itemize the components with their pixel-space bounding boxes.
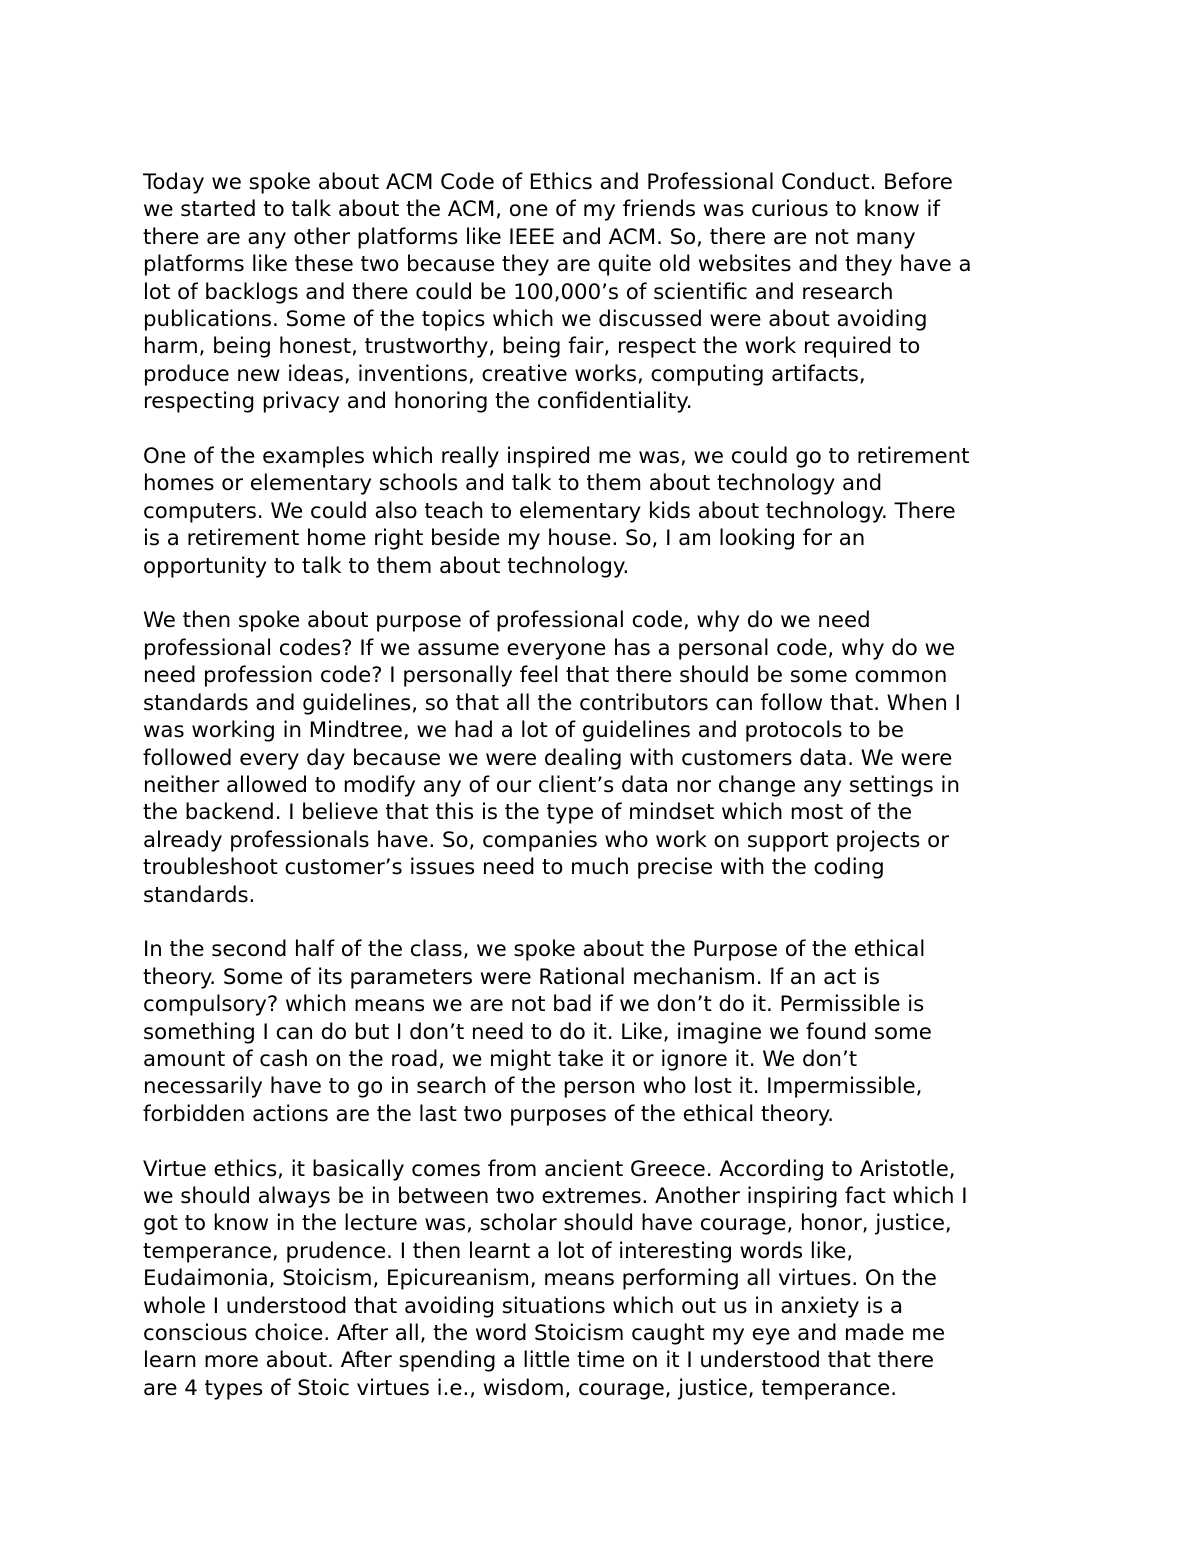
text-line: professional codes? If we assume everyone has a personal code, why do we: [143, 635, 956, 661]
text-line: whole I understood that avoiding situations which out us in anxiety is a: [143, 1293, 904, 1319]
text-line: theory. Some of its parameters were Rational mechanism. If an act is: [143, 964, 880, 990]
paragraph-retirement-homes: [143, 443, 1083, 580]
text-line: harm, being honest, trustworthy, being fair, respect the work required to: [143, 334, 921, 360]
text-line: standards.: [143, 882, 256, 908]
text-line: something I can do but I don’t need to do it. Like, imagine we found some: [143, 1019, 932, 1045]
text-line: One of the examples which really inspired me was, we could go to retirement: [143, 444, 970, 470]
text-line: temperance, prudence. I then learnt a lot of interesting words like,: [143, 1238, 854, 1264]
paragraph-professional-code: [143, 607, 1083, 908]
text-line: got to know in the lecture was, scholar should have courage, honor, justice,: [143, 1211, 952, 1237]
text-line: publications. Some of the topics which we discussed were about avoiding: [143, 307, 928, 333]
text-line: platforms like these two because they are quite old websites and they have a: [143, 252, 972, 278]
text-line: is a retirement home right beside my house. So, I am looking for an: [143, 526, 866, 552]
text-line: forbidden actions are the last two purposes of the ethical theory.: [143, 1101, 835, 1127]
text-line: followed every day because we were dealing with customers data. We were: [143, 745, 953, 771]
text-line: already professionals have. So, companies who work on support projects or: [143, 827, 949, 853]
text-line: Today we spoke about ACM Code of Ethics and Professional Conduct. Before: [143, 170, 953, 195]
text-line: we started to talk about the ACM, one of my friends was curious to know if: [143, 197, 940, 223]
text-line: neither allowed to modify any of our client’s data nor change any settings in: [143, 772, 960, 798]
text-line: necessarily have to go in search of the person who lost it. Impermissible,: [143, 1074, 923, 1100]
text-line: In the second half of the class, we spoke about the Purpose of the ethical: [143, 937, 926, 963]
text-line: compulsory? which means we are not bad if we don’t do it. Permissible is: [143, 992, 925, 1018]
text-line: conscious choice. After all, the word Stoicism caught my eye and made me: [143, 1321, 946, 1346]
text-line: lot of backlogs and there could be 100,000’s of scientific and research: [143, 279, 894, 305]
paragraph-acm-code: [143, 169, 1083, 416]
text-line: opportunity to talk to them about technology.: [143, 553, 630, 579]
text-line: We then spoke about purpose of professional code, why do we need: [143, 608, 871, 634]
text-line: there are any other platforms like IEEE and ACM. So, there are not many: [143, 224, 916, 250]
text-line: was working in Mindtree, we had a lot of guidelines and protocols to be: [143, 718, 904, 744]
text-line: are 4 types of Stoic virtues i.e., wisdom, courage, justice, temperance.: [143, 1375, 898, 1401]
text-line: we should always be in between two extremes. Another inspiring fact which I: [143, 1183, 968, 1209]
text-line: computers. We could also teach to elementary kids about technology. There: [143, 498, 956, 524]
text-line: Eudaimonia, Stoicism, Epicureanism, means performing all virtues. On the: [143, 1266, 937, 1292]
text-line: Virtue ethics, it basically comes from ancient Greece. According to Aristotle,: [143, 1156, 956, 1182]
paragraph-ethical-theory: [143, 936, 1083, 1128]
text-line: the backend. I believe that this is the type of mindset which most of the: [143, 800, 913, 826]
text-line: amount of cash on the road, we might take it or ignore it. We don’t: [143, 1046, 858, 1072]
text-line: troubleshoot customer’s issues need to much precise with the coding: [143, 855, 885, 881]
text-line: homes or elementary schools and talk to them about technology and: [143, 471, 883, 497]
text-line: learn more about. After spending a little time on it I understood that there: [143, 1348, 934, 1374]
text-line: respecting privacy and honoring the confidentiality.: [143, 389, 693, 415]
text-line: need profession code? I personally feel that there should be some common: [143, 663, 948, 689]
document-body: [143, 169, 1083, 1430]
paragraph-virtue-ethics: [143, 1156, 1083, 1403]
text-line: produce new ideas, inventions, creative works, computing artifacts,: [143, 361, 866, 387]
text-line: standards and guidelines, so that all the contributors can follow that. When I: [143, 690, 961, 716]
